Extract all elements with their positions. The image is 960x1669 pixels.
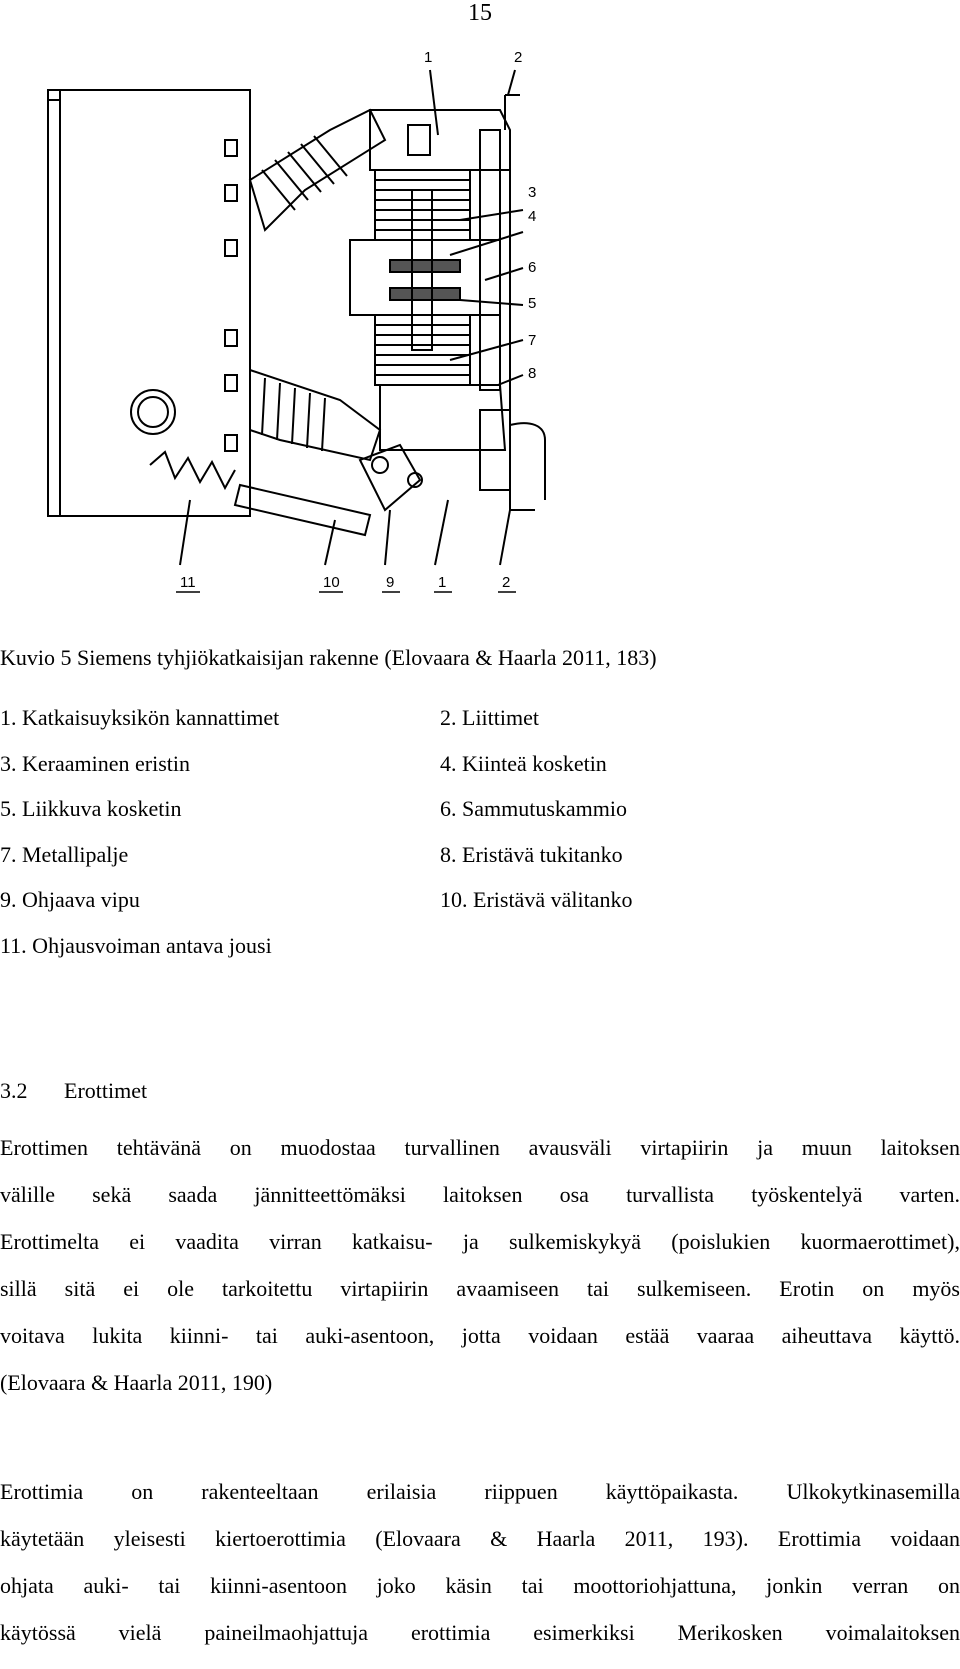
legend-row [0, 705, 900, 751]
control-lever [360, 445, 420, 510]
legend-item: 10. Eristävä välitanko [440, 887, 633, 912]
legend-item: 4. Kiinteä kosketin [440, 750, 607, 776]
callout-bottom: 11 [180, 574, 196, 591]
section-number: 3.2 [0, 1078, 28, 1103]
callout-right: 5 [528, 295, 537, 312]
legend-row [0, 933, 900, 979]
legend-row [0, 842, 900, 888]
text-line: voitava lukita kiinni- tai auki-asentoon, jotta voidaan estää vaaraa aiheuttava käyttö. [0, 1323, 960, 1348]
text-line: Erottimen tehtävänä on muodostaa turvallinen avausväli virtapiirin ja muun laitoksen [0, 1135, 960, 1160]
vacuum-breaker-drawing [40, 40, 600, 620]
legend-item: 11. Ohjausvoiman antava jousi [0, 932, 272, 958]
callout-bottom: 10 [323, 574, 340, 591]
paragraph [0, 1133, 960, 1415]
callout-right: 8 [528, 365, 537, 382]
figure-caption: Kuvio 5 Siemens tyhjiökatkaisijan rakenne (Elovaara & Haarla 2011, 183) [0, 645, 657, 670]
text-line: välille sekä saada jännitteettömäksi laitoksen osa turvallista työskentelyä varten. [0, 1182, 960, 1207]
callout-bottom: 1 [438, 574, 447, 591]
section-heading [0, 1078, 147, 1104]
callout-top: 2 [514, 49, 523, 66]
control-spring [150, 452, 235, 488]
callout-top: 1 [424, 49, 433, 66]
legend-item: 3. Keraaminen eristin [0, 750, 190, 776]
legend-item: 1. Katkaisuyksikön kannattimet [0, 705, 280, 730]
callout-right: 4 [528, 208, 537, 225]
text-line: Erottimia on rakenteeltaan erilaisia riippuen käyttöpaikasta. Ulkokytkinasemilla [0, 1479, 960, 1504]
legend-item: 9. Ohjaava vipu [0, 887, 140, 912]
legend-item: 2. Liittimet [440, 705, 539, 730]
text-line: Erottimelta ei vaadita virran katkaisu- ja sulkemiskykyä (poislukien kuormaerottimet), [0, 1229, 960, 1254]
callout-bottom: 9 [386, 574, 395, 591]
figure-legend [0, 705, 900, 978]
callout-right: 7 [528, 332, 537, 349]
callout-bottom: 2 [502, 574, 511, 591]
section-title: Erottimet [64, 1078, 148, 1103]
upper-terminal [370, 110, 510, 170]
text-line: (Elovaara & Haarla 2011, 190) [0, 1370, 273, 1395]
insulating-rod [235, 485, 370, 535]
legend-row [0, 751, 900, 797]
page-number: 15 [468, 0, 492, 26]
paragraph [0, 1477, 960, 1665]
callout-right: 3 [528, 184, 537, 201]
text-line: käytössä vielä paineilmaohjattuja erottimia esimerkiksi Merikosken voimalaitoksen [0, 1620, 960, 1645]
legend-item: 8. Eristävä tukitanko [440, 841, 623, 867]
text-line: sillä sitä ei ole tarkoitettu virtapiirin avaamiseen tai sulkemiseen. Erotin on myös [0, 1276, 960, 1301]
text-line: käytetään yleisesti kiertoerottimia (Elovaara & Haarla 2011, 193). Erottimia voidaan [0, 1526, 960, 1551]
legend-row [0, 887, 900, 933]
legend-item: 7. Metallipalje [0, 841, 129, 867]
lower-insulator-arm [250, 370, 380, 460]
legend-row [0, 796, 900, 842]
callout-right: 6 [528, 259, 537, 276]
lower-terminal [380, 385, 505, 450]
frame-box [48, 90, 250, 516]
legend-item: 6. Sammutuskammio [440, 796, 627, 821]
extinguishing-chamber [350, 240, 500, 315]
upper-insulator-arm [250, 110, 385, 230]
text-line: ohjata auki- tai kiinni-asentoon joko käsin tai moottoriohjattuna, jonkin verran on [0, 1573, 960, 1598]
legend-item: 5. Liikkuva kosketin [0, 796, 182, 821]
